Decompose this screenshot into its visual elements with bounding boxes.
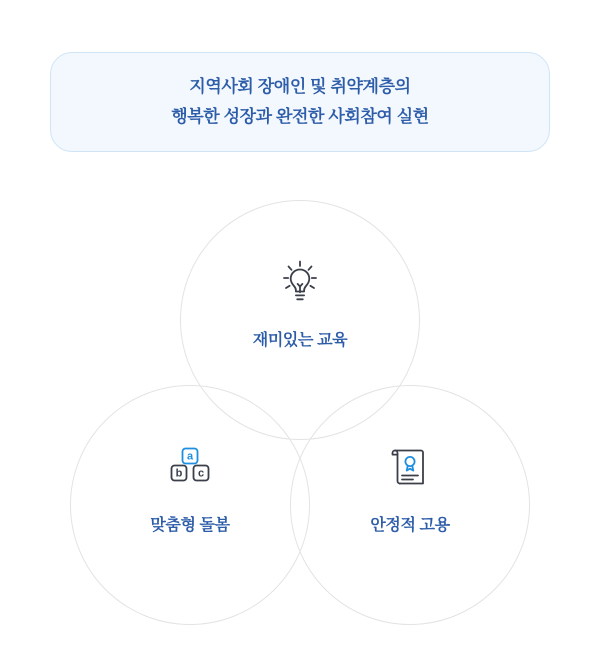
venn-label-education: 재미있는 교육 [252, 332, 348, 349]
lightbulb-icon [272, 255, 328, 311]
headline-line-1: 지역사회 장애인 및 취약계층의 [189, 77, 411, 97]
headline-line-2: 행복한 성장과 완전한 사회참여 실현 [171, 107, 429, 126]
headline-banner [50, 52, 550, 152]
svg-text:b: b [175, 467, 183, 480]
svg-text:a: a [186, 450, 194, 463]
venn-node-care [90, 440, 290, 535]
venn-node-employment [310, 440, 510, 535]
svg-text:c: c [197, 467, 205, 480]
certificate-document-icon [382, 440, 438, 496]
venn-node-education [200, 255, 400, 350]
venn-label-employment: 안정적 고용 [370, 517, 450, 534]
abc-blocks-icon [162, 440, 218, 496]
venn-label-care: 맞춤형 돌봄 [150, 517, 230, 534]
